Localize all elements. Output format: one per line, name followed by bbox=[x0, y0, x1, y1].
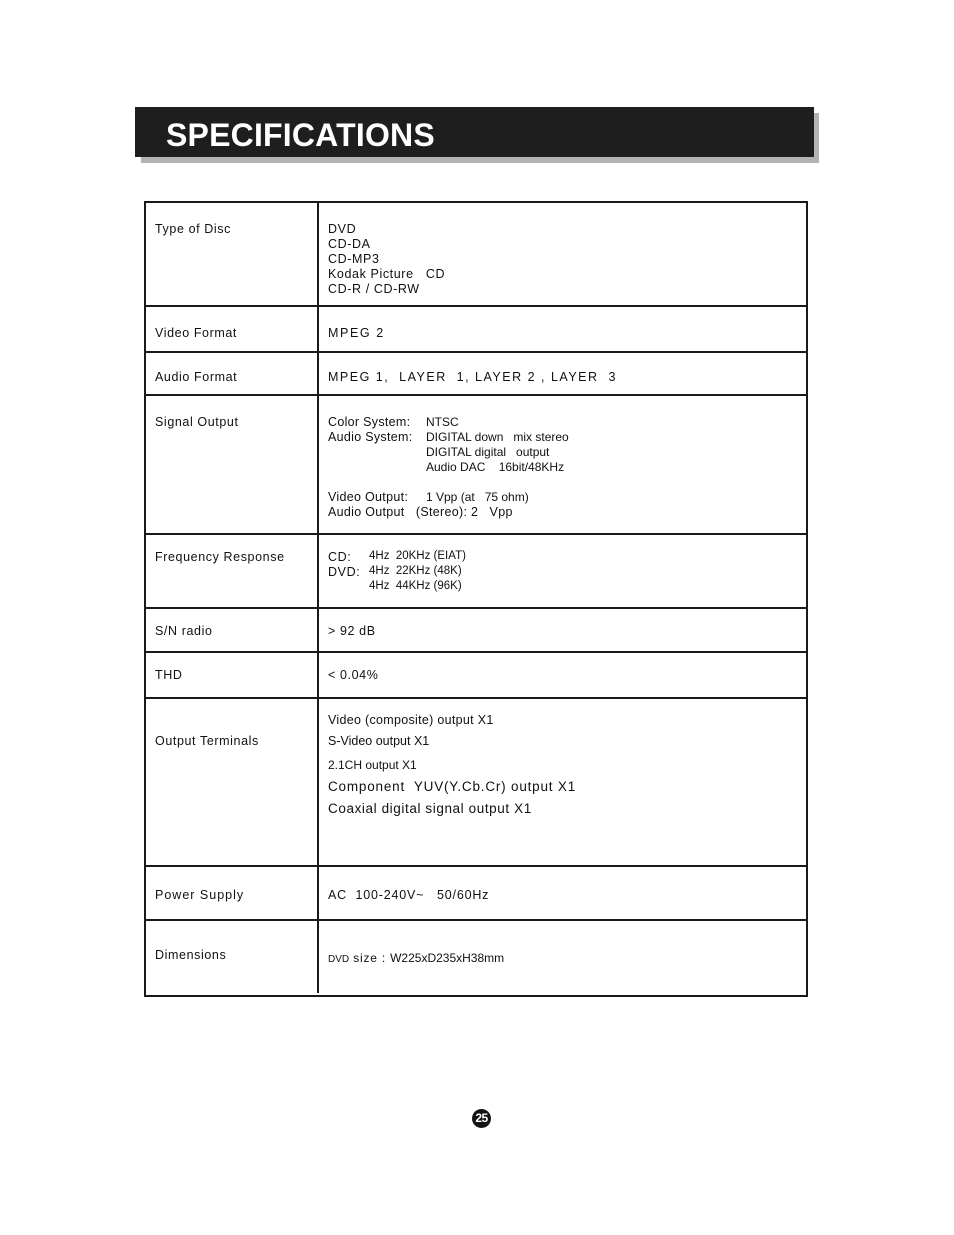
row-frequency-response bbox=[146, 535, 806, 607]
row-dimensions bbox=[146, 921, 806, 993]
label-output-terminals: Output Terminals bbox=[155, 734, 259, 748]
value-dimensions bbox=[328, 951, 504, 967]
label-frequency-response: Frequency Response bbox=[155, 550, 285, 564]
value-type-of-disc bbox=[328, 222, 445, 297]
value-sn-radio: > 92 dB bbox=[328, 624, 376, 638]
value-power-supply: AC 100-240V~ 50/60Hz bbox=[328, 888, 490, 902]
dimensions-value: W225xD235xH38mm bbox=[390, 951, 505, 965]
disc-type-item: CD-MP3 bbox=[328, 252, 380, 266]
disc-type-item: CD-DA bbox=[328, 237, 371, 251]
label-type-of-disc: Type of Disc bbox=[155, 222, 231, 236]
disc-type-item: DVD bbox=[328, 222, 357, 236]
color-system-value: NTSC bbox=[426, 415, 459, 429]
value-thd: < 0.04% bbox=[328, 668, 379, 682]
label-dimensions: Dimensions bbox=[155, 948, 227, 962]
specifications-table bbox=[144, 201, 808, 997]
label-thd: THD bbox=[155, 668, 183, 682]
audio-system-value: DIGITAL digital output bbox=[426, 445, 550, 459]
value-video-format: MPEG 2 bbox=[328, 326, 385, 340]
output-terminal-item: Coaxial digital signal output X1 bbox=[328, 801, 532, 816]
label-sn-radio: S/N radio bbox=[155, 624, 213, 638]
frequency-value: 4Hz 44KHz (96K) bbox=[369, 580, 462, 592]
row-video-format bbox=[146, 307, 806, 351]
dvd-key: DVD: bbox=[328, 565, 361, 579]
value-output-terminals bbox=[328, 713, 788, 833]
value-signal-output bbox=[328, 415, 788, 520]
page-number-badge: 25 bbox=[472, 1109, 491, 1128]
output-terminal-item: Component YUV(Y.Cb.Cr) output X1 bbox=[328, 779, 577, 794]
output-terminal-item: 2.1CH output X1 bbox=[328, 758, 417, 772]
specifications-banner bbox=[135, 107, 814, 157]
disc-type-item: Kodak Picture CD bbox=[328, 267, 446, 281]
label-audio-format: Audio Format bbox=[155, 370, 238, 384]
label-video-format: Video Format bbox=[155, 326, 238, 340]
row-thd bbox=[146, 653, 806, 697]
output-terminal-item: S-Video output X1 bbox=[328, 734, 430, 748]
row-signal-output bbox=[146, 396, 806, 533]
audio-output-text: Audio Output (Stereo): 2 Vpp bbox=[328, 505, 513, 519]
value-audio-format: MPEG 1, LAYER 1, LAYER 2 , LAYER 3 bbox=[328, 370, 617, 384]
cd-key: CD: bbox=[328, 550, 352, 564]
row-audio-format bbox=[146, 353, 806, 394]
row-output-terminals bbox=[146, 699, 806, 865]
dimensions-size-label: size : bbox=[353, 951, 387, 965]
page-title: SPECIFICATIONS bbox=[166, 117, 435, 153]
audio-system-value: DIGITAL down mix stereo bbox=[426, 430, 569, 444]
video-output-key: Video Output: bbox=[328, 490, 409, 504]
output-terminal-item: Video (composite) output X1 bbox=[328, 713, 494, 727]
label-signal-output: Signal Output bbox=[155, 415, 239, 429]
audio-system-value: Audio DAC 16bit/48KHz bbox=[426, 460, 565, 474]
frequency-value: 4Hz 22KHz (48K) bbox=[369, 565, 462, 577]
value-frequency-response bbox=[328, 549, 628, 599]
video-output-value: 1 Vpp (at 75 ohm) bbox=[426, 490, 529, 504]
row-sn-radio bbox=[146, 609, 806, 651]
dimensions-prefix: DVD bbox=[328, 954, 350, 965]
row-power-supply bbox=[146, 867, 806, 919]
color-system-key: Color System: bbox=[328, 415, 411, 429]
disc-type-item: CD-R / CD-RW bbox=[328, 282, 420, 296]
frequency-value: 4Hz 20KHz (EIAT) bbox=[369, 550, 466, 562]
label-power-supply: Power Supply bbox=[155, 888, 245, 902]
audio-system-key: Audio System: bbox=[328, 430, 413, 444]
row-type-of-disc bbox=[146, 203, 806, 305]
